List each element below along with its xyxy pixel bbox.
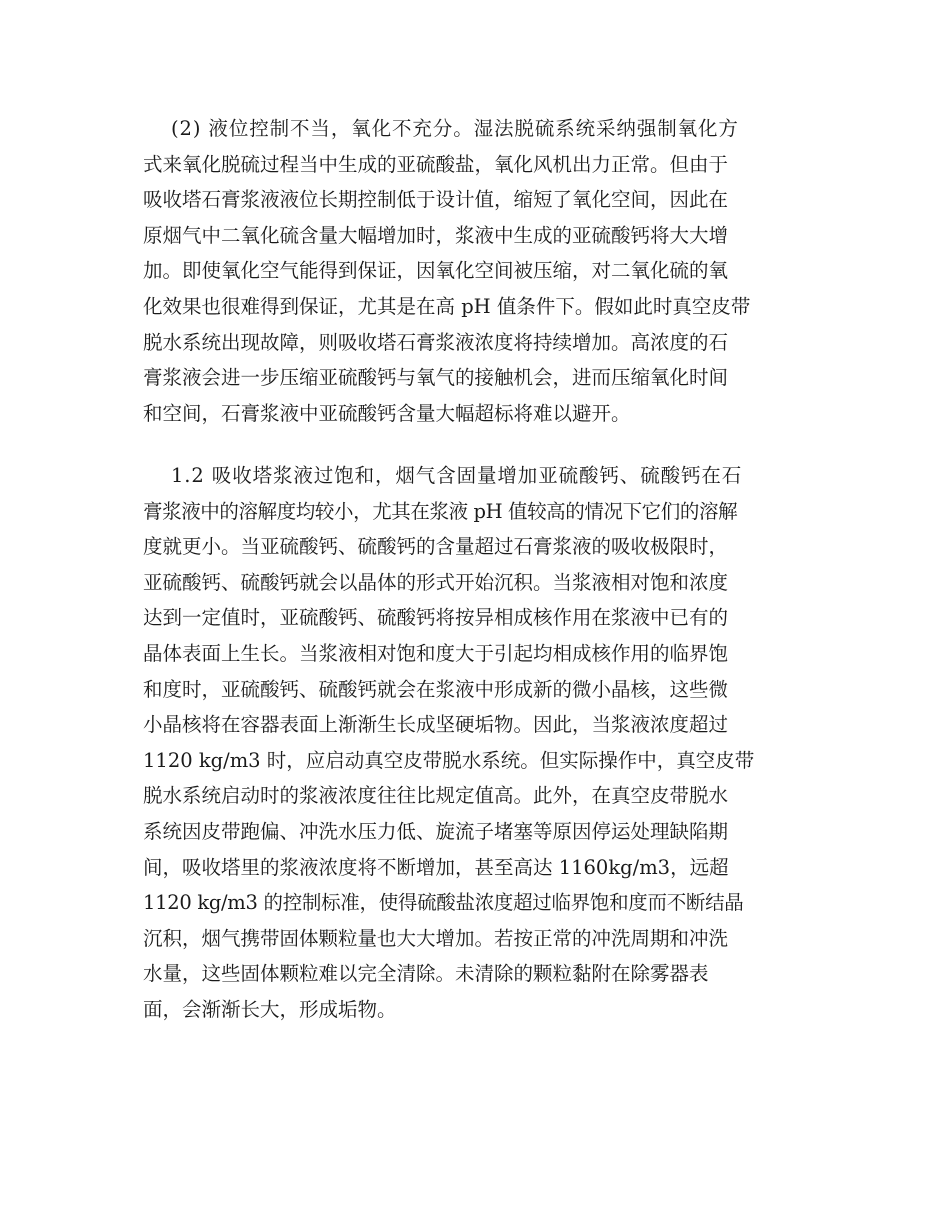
text-line: 脱水系统出现故障，则吸收塔石膏浆液浓度将持续增加。高浓度的石 xyxy=(143,330,729,354)
text-line: 间，吸收塔里的浆液浓度将不断增加，甚至高达 1160kg/m3，远超 xyxy=(143,855,729,879)
text-line: 吸收塔石膏浆液液位长期控制低于设计值，缩短了氧化空间，因此在 xyxy=(143,188,729,212)
text-line: (2) 液位控制不当，氧化不充分。湿法脱硫系统采纳强制氧化方 xyxy=(171,117,739,140)
text-line: 小晶核将在容器表面上渐渐生长成坚硬垢物。因此，当浆液浓度超过 xyxy=(143,713,729,737)
text-line: 1.2 吸收塔浆液过饱和，烟气含固量增加亚硫酸钙、硫酸钙在石 xyxy=(171,464,743,487)
text-line: 系统因皮带跑偏、冲洗水压力低、旋流子堵塞等原因停运处理缺陷期 xyxy=(143,819,729,843)
paragraph-supersaturation xyxy=(143,458,809,1028)
text-line: 达到一定值时，亚硫酸钙、硫酸钙将按异相成核作用在浆液中已有的 xyxy=(143,606,729,630)
text-line: 晶体表面上生长。当浆液相对饱和度大于引起均相成核作用的临界饱 xyxy=(143,641,729,665)
text-line: 度就更小。当亚硫酸钙、硫酸钙的含量超过石膏浆液的吸收极限时， xyxy=(143,535,729,559)
text-line: 面，会渐渐长大，形成垢物。 xyxy=(143,997,397,1021)
text-line: 亚硫酸钙、硫酸钙就会以晶体的形式开始沉积。当浆液相对饱和浓度 xyxy=(143,570,729,594)
text-line: 和空间，石膏浆液中亚硫酸钙含量大幅超标将难以避开。 xyxy=(143,401,631,425)
text-line: 原烟气中二氧化硫含量大幅增加时，浆液中生成的亚硫酸钙将大大增 xyxy=(143,223,729,247)
text-line: 化效果也很难得到保证，尤其是在高 pH 值条件下。假如此时真空皮带 xyxy=(143,294,751,318)
text-line: 加。即使氧化空气能得到保证，因氧化空间被压缩，对二氧化硫的氧 xyxy=(143,259,729,283)
text-line: 脱水系统启动时的浆液浓度往往比规定值高。此外，在真空皮带脱水 xyxy=(143,784,729,808)
text-line: 1120 kg/m3 的控制标准，使得硫酸盐浓度超过临界饱和度而不断结晶 xyxy=(143,891,744,915)
text-line: 和度时，亚硫酸钙、硫酸钙就会在浆液中形成新的微小晶核，这些微 xyxy=(143,677,729,701)
text-line: 水量，这些固体颗粒难以完全清除。未清除的颗粒黏附在除雾器表 xyxy=(143,962,709,986)
text-line: 1120 kg/m3 时，应启动真空皮带脱水系统。但实际操作中，真空皮带 xyxy=(143,748,755,772)
paragraph-liquid-level xyxy=(143,111,809,431)
text-line: 沉积，烟气携带固体颗粒量也大大增加。若按正常的冲洗周期和冲洗 xyxy=(143,926,729,950)
text-line: 式来氧化脱硫过程当中生成的亚硫酸盐，氧化风机出力正常。但由于 xyxy=(143,152,729,176)
text-line: 膏浆液中的溶解度均较小，尤其在浆液 pH 值较高的情况下它们的溶解 xyxy=(143,499,738,523)
text-line: 膏浆液会进一步压缩亚硫酸钙与氧气的接触机会，进而压缩氧化时间 xyxy=(143,366,729,390)
